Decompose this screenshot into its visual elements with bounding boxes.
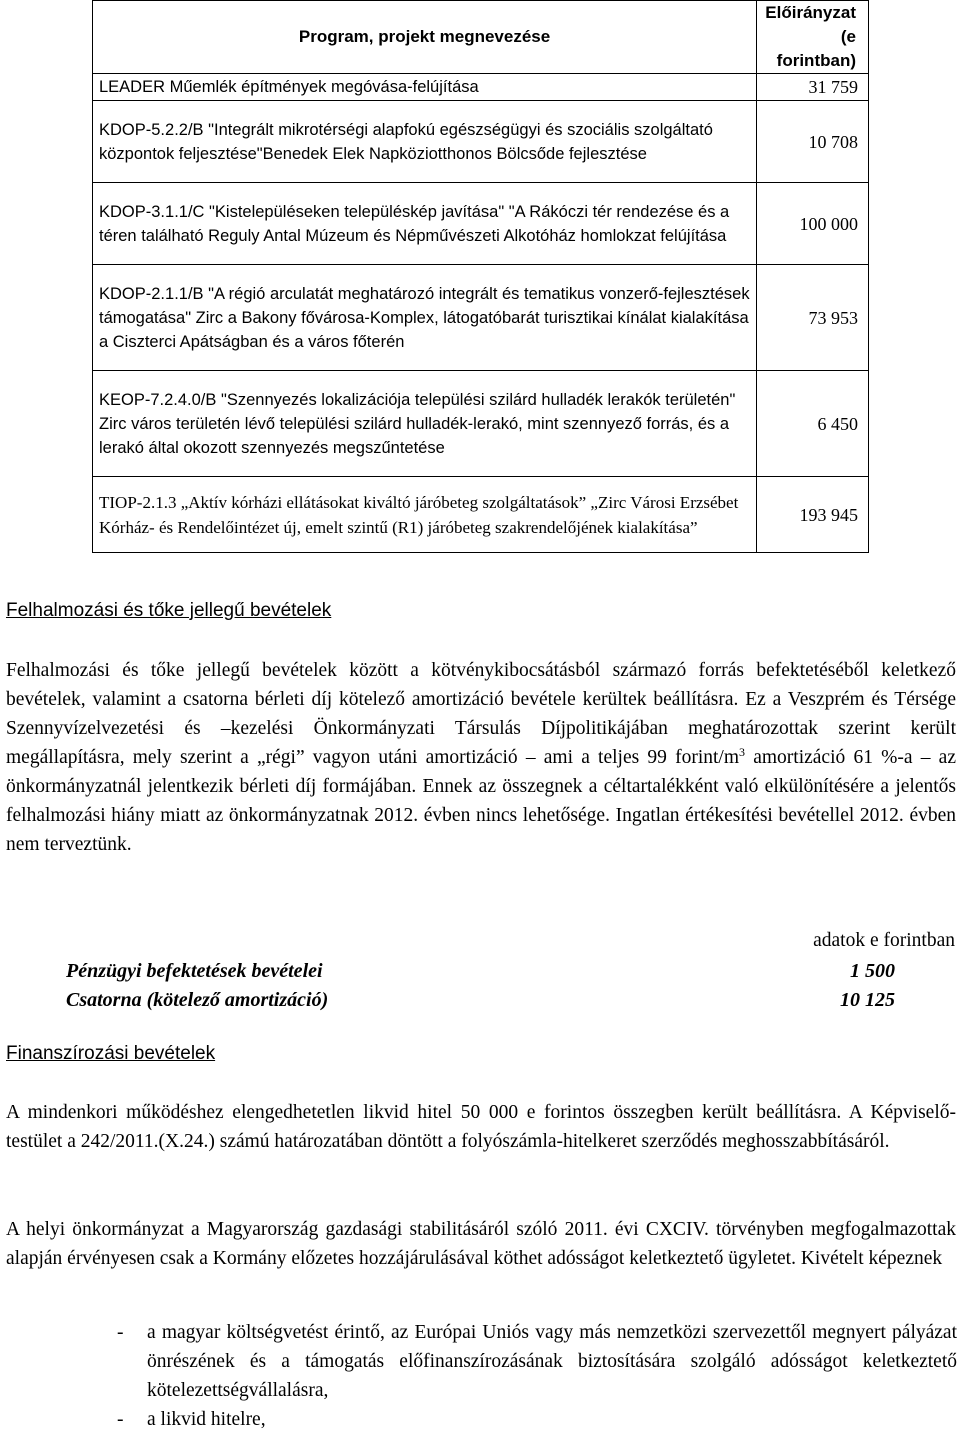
section-heading-capital-revenue: Felhalmozási és tőke jellegű bevételek <box>6 600 332 621</box>
paragraph-text: Felhalmozási és tőke jellegű bevételek között a kötvénykibocsátásból származó forrás befektetéséből keletkező bevételek, valamint a csatorna bérleti díj kötelező amortizáció bevétele kerültek beállításra. Ez a Veszprém és Térsége Szennyvízelvezetési és –kezelési Önkormányzati Társulás Díjpolitikájában meghatározottak szerint került megállapításra, mely szerint a „régi” vagyon utáni amortizáció – ami a teljes 99 forint/m <box>6 660 956 768</box>
table-row <box>93 183 869 265</box>
table-row <box>93 371 869 477</box>
project-name: LEADER Műemlék építmények megóvása-felújítása <box>93 74 757 101</box>
project-value: 31 759 <box>757 74 869 101</box>
header-name: Program, projekt megnevezése <box>93 1 757 74</box>
capital-revenue-paragraph <box>6 656 956 859</box>
amount-label: Pénzügyi befektetések bevételei <box>66 960 323 982</box>
header-amount-line2: (e forintban) <box>776 27 856 70</box>
bullet-dash: - <box>117 1322 124 1343</box>
section-heading-financing-revenue: Finanszírozási bevételek <box>6 1043 216 1064</box>
project-name: KDOP-5.2.2/B "Integrált mikrotérségi alapfokú egészségügyi és szociális szolgáltató központok feljesztése"Benedek Elek Napköziotthonos Bölcsőde fejlesztése <box>93 101 757 183</box>
list-item-text: a likvid hitelre, <box>147 1409 266 1430</box>
table-row <box>93 101 869 183</box>
header-amount-line1: Előirányzat <box>765 3 856 22</box>
financing-paragraph-2: A helyi önkormányzat a Magyarország gazdasági stabilitásáról szóló 2011. évi CXCIV. törvényben megfogalmazottak alapján érvényesen csak a Kormány előzetes hozzájárulásával köthet adósságot keletkeztető ügyletet. Kivételt képeznek <box>6 1219 956 1269</box>
project-value: 10 708 <box>757 101 869 183</box>
amount-value: 10 125 <box>840 989 895 1011</box>
project-name: TIOP-2.1.3 „Aktív kórházi ellátásokat kiváltó járóbeteg szolgáltatások” „Zirc Városi Erzsébet Kórház- és Rendelőintézet új, emelt szintű (R1) járóbeteg szakrendelőjének kialakítása” <box>93 477 757 553</box>
table-row <box>93 74 869 101</box>
project-name: KDOP-3.1.1/C "Kistelepüléseken településkép javítása" "A Rákóczi tér rendezése és a téren található Reguly Antal Múzeum és Népművészeti Alkotóház homlokzat felújítása <box>93 183 757 265</box>
table-row <box>93 265 869 371</box>
paragraph-text: amortizáció 61 %-a – az önkormányzatnál jelentkezik bérleti díj formájában. Ennek az összegnek a céltartalékként való elkülönítésére a jelentős felhalmozási hiány miatt az önkormányzatnak 2012. évben nincs lehetősége. Ingatlan értékesítési bevétellel 2012. évben nem terveztünk. <box>6 747 956 855</box>
project-name: KEOP-7.2.4.0/B "Szennyezés lokalizációja települési szilárd hulladék lerakók területén" Zirc város területén lévő települési szilárd hulladék-lerakó, mint szennyező forrás, és a lerakó által okozott szennyezés megszűntetése <box>93 371 757 477</box>
table-row <box>93 477 869 553</box>
list-item <box>117 1405 957 1434</box>
project-name: KDOP-2.1.1/B "A régió arculatát meghatározó integrált és tematikus vonzerő-fejlesztések támogatása" Zirc a Bakony fővárosa-Komplex, látogatóbarát turisztikai kínálat kialakítása a Ciszterci Apátságban és a város főterén <box>93 265 757 371</box>
bullet-dash: - <box>117 1409 124 1430</box>
amount-label: Csatorna (kötelező amortizáció) <box>66 989 329 1011</box>
project-value: 73 953 <box>757 265 869 371</box>
superscript: 3 <box>739 745 746 759</box>
project-value: 100 000 <box>757 183 869 265</box>
financing-paragraph-1: A mindenkori működéshez elengedhetetlen likvid hitel 50 000 e forintos összegben került beállításra. A Képviselő-testület a 242/2011.(X.24.) számú határozatában döntött a folyószámla-hitelkeret szerződés meghosszabbításáról. <box>6 1102 956 1152</box>
table-header-row <box>93 1 869 74</box>
list-item-text: a magyar költségvetést érintő, az Európai Uniós vagy más nemzetközi szervezettől megnyert pályázat önrészének és a támogatás előfinanszírozásának biztosítására szolgáló adósságot keletkeztető kötelezettségvállalásra, <box>147 1322 957 1401</box>
exceptions-list <box>117 1318 957 1434</box>
projects-table <box>92 0 869 553</box>
amount-value: 1 500 <box>850 960 895 982</box>
header-amount <box>757 1 869 74</box>
project-value: 6 450 <box>757 371 869 477</box>
list-item <box>117 1318 957 1405</box>
project-value: 193 945 <box>757 477 869 553</box>
unit-note: adatok e forintban <box>813 930 955 951</box>
